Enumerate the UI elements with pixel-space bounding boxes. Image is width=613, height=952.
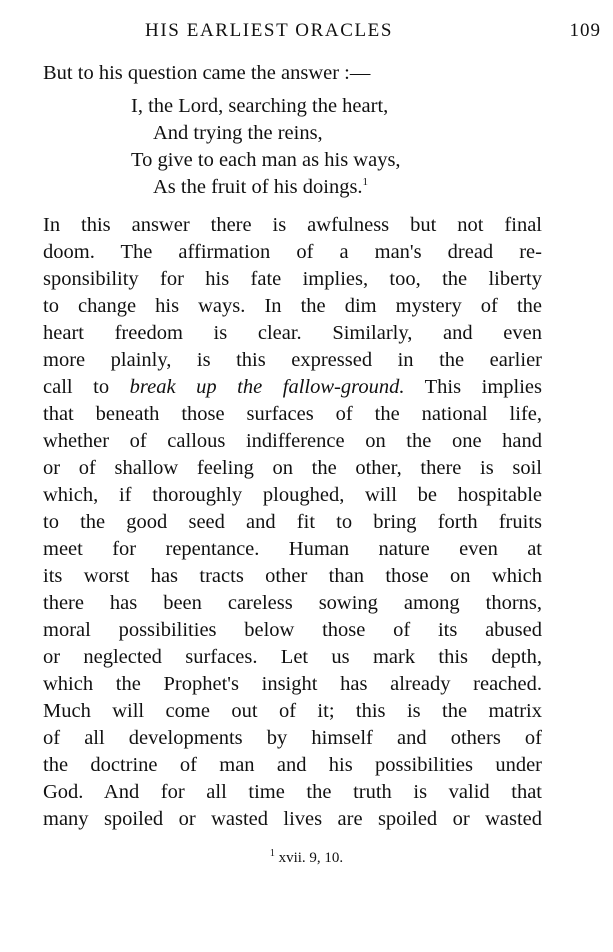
paragraph-line: Much will come out of it; this is the matrix [43,700,542,722]
paragraph-line: sponsibility for his fate implies, too, the liberty [43,268,542,290]
page-number: 109 [569,20,601,41]
footnote-mark: 1 [269,848,275,859]
verse-line [131,95,388,118]
footnote-text: xvii. 9, 10. [278,850,344,866]
paragraph-line: or neglected surfaces. Let us mark this depth, [43,646,542,668]
line-text: This implies [404,376,543,398]
footnote-marker: 1 [362,176,369,188]
paragraph-line: of all developments by himself and others of [43,727,542,749]
paragraph-line: the doctrine of man and his possibilities under [43,754,542,776]
paragraph-line: to the good seed and fit to bring forth fruits [43,511,542,533]
verse-line [153,122,323,145]
footnote [0,848,613,867]
paragraph-line: God. And for all time the truth is valid that [43,781,542,803]
verse-text: As the fruit of his doings. [153,176,363,198]
paragraph-line: to change his ways. In the dim mystery of the [43,295,542,317]
line-text: call to [43,376,130,398]
paragraph-line: doom. The affirmation of a man's dread re- [43,241,542,263]
paragraph-line: more plainly, is this expressed in the earlier [43,349,542,371]
paragraph-line: that beneath those surfaces of the national life, [43,403,542,425]
paragraph-line: heart freedom is clear. Similarly, and even [43,322,542,344]
paragraph-line: meet for repentance. Human nature even at [43,538,542,560]
verse-line [131,149,401,172]
paragraph-line [43,374,542,401]
verse-text: I, the Lord, searching the heart, [131,95,389,117]
paragraph-line: or of shallow feeling on the other, there is soil [43,457,542,479]
paragraph-line: many spoiled or wasted lives are spoiled or wasted [43,808,542,830]
verse-text: To give to each man as his ways, [131,149,401,171]
paragraph-line: there has been careless sowing among thorns, [43,592,542,614]
paragraph-line: moral possibilities below those of its abused [43,619,542,641]
running-header [43,20,601,46]
paragraph-line: which, if thoroughly ploughed, will be hospitable [43,484,542,506]
paragraph-line: whether of callous indifference on the one hand [43,430,542,452]
verse-line [153,176,368,199]
verse-text: And trying the reins, [153,122,323,144]
paragraph-line: its worst has tracts other than those on which [43,565,542,587]
intro-line: But to his question came the answer :— [43,62,371,84]
paragraph-line: which the Prophet's insight has already reached. [43,673,542,695]
running-title: HIS EARLIEST ORACLES [145,20,394,41]
emphasized-quote: break up the fallow-ground. [129,376,405,398]
paragraph-line: In this answer there is awfulness but not final [43,214,542,236]
